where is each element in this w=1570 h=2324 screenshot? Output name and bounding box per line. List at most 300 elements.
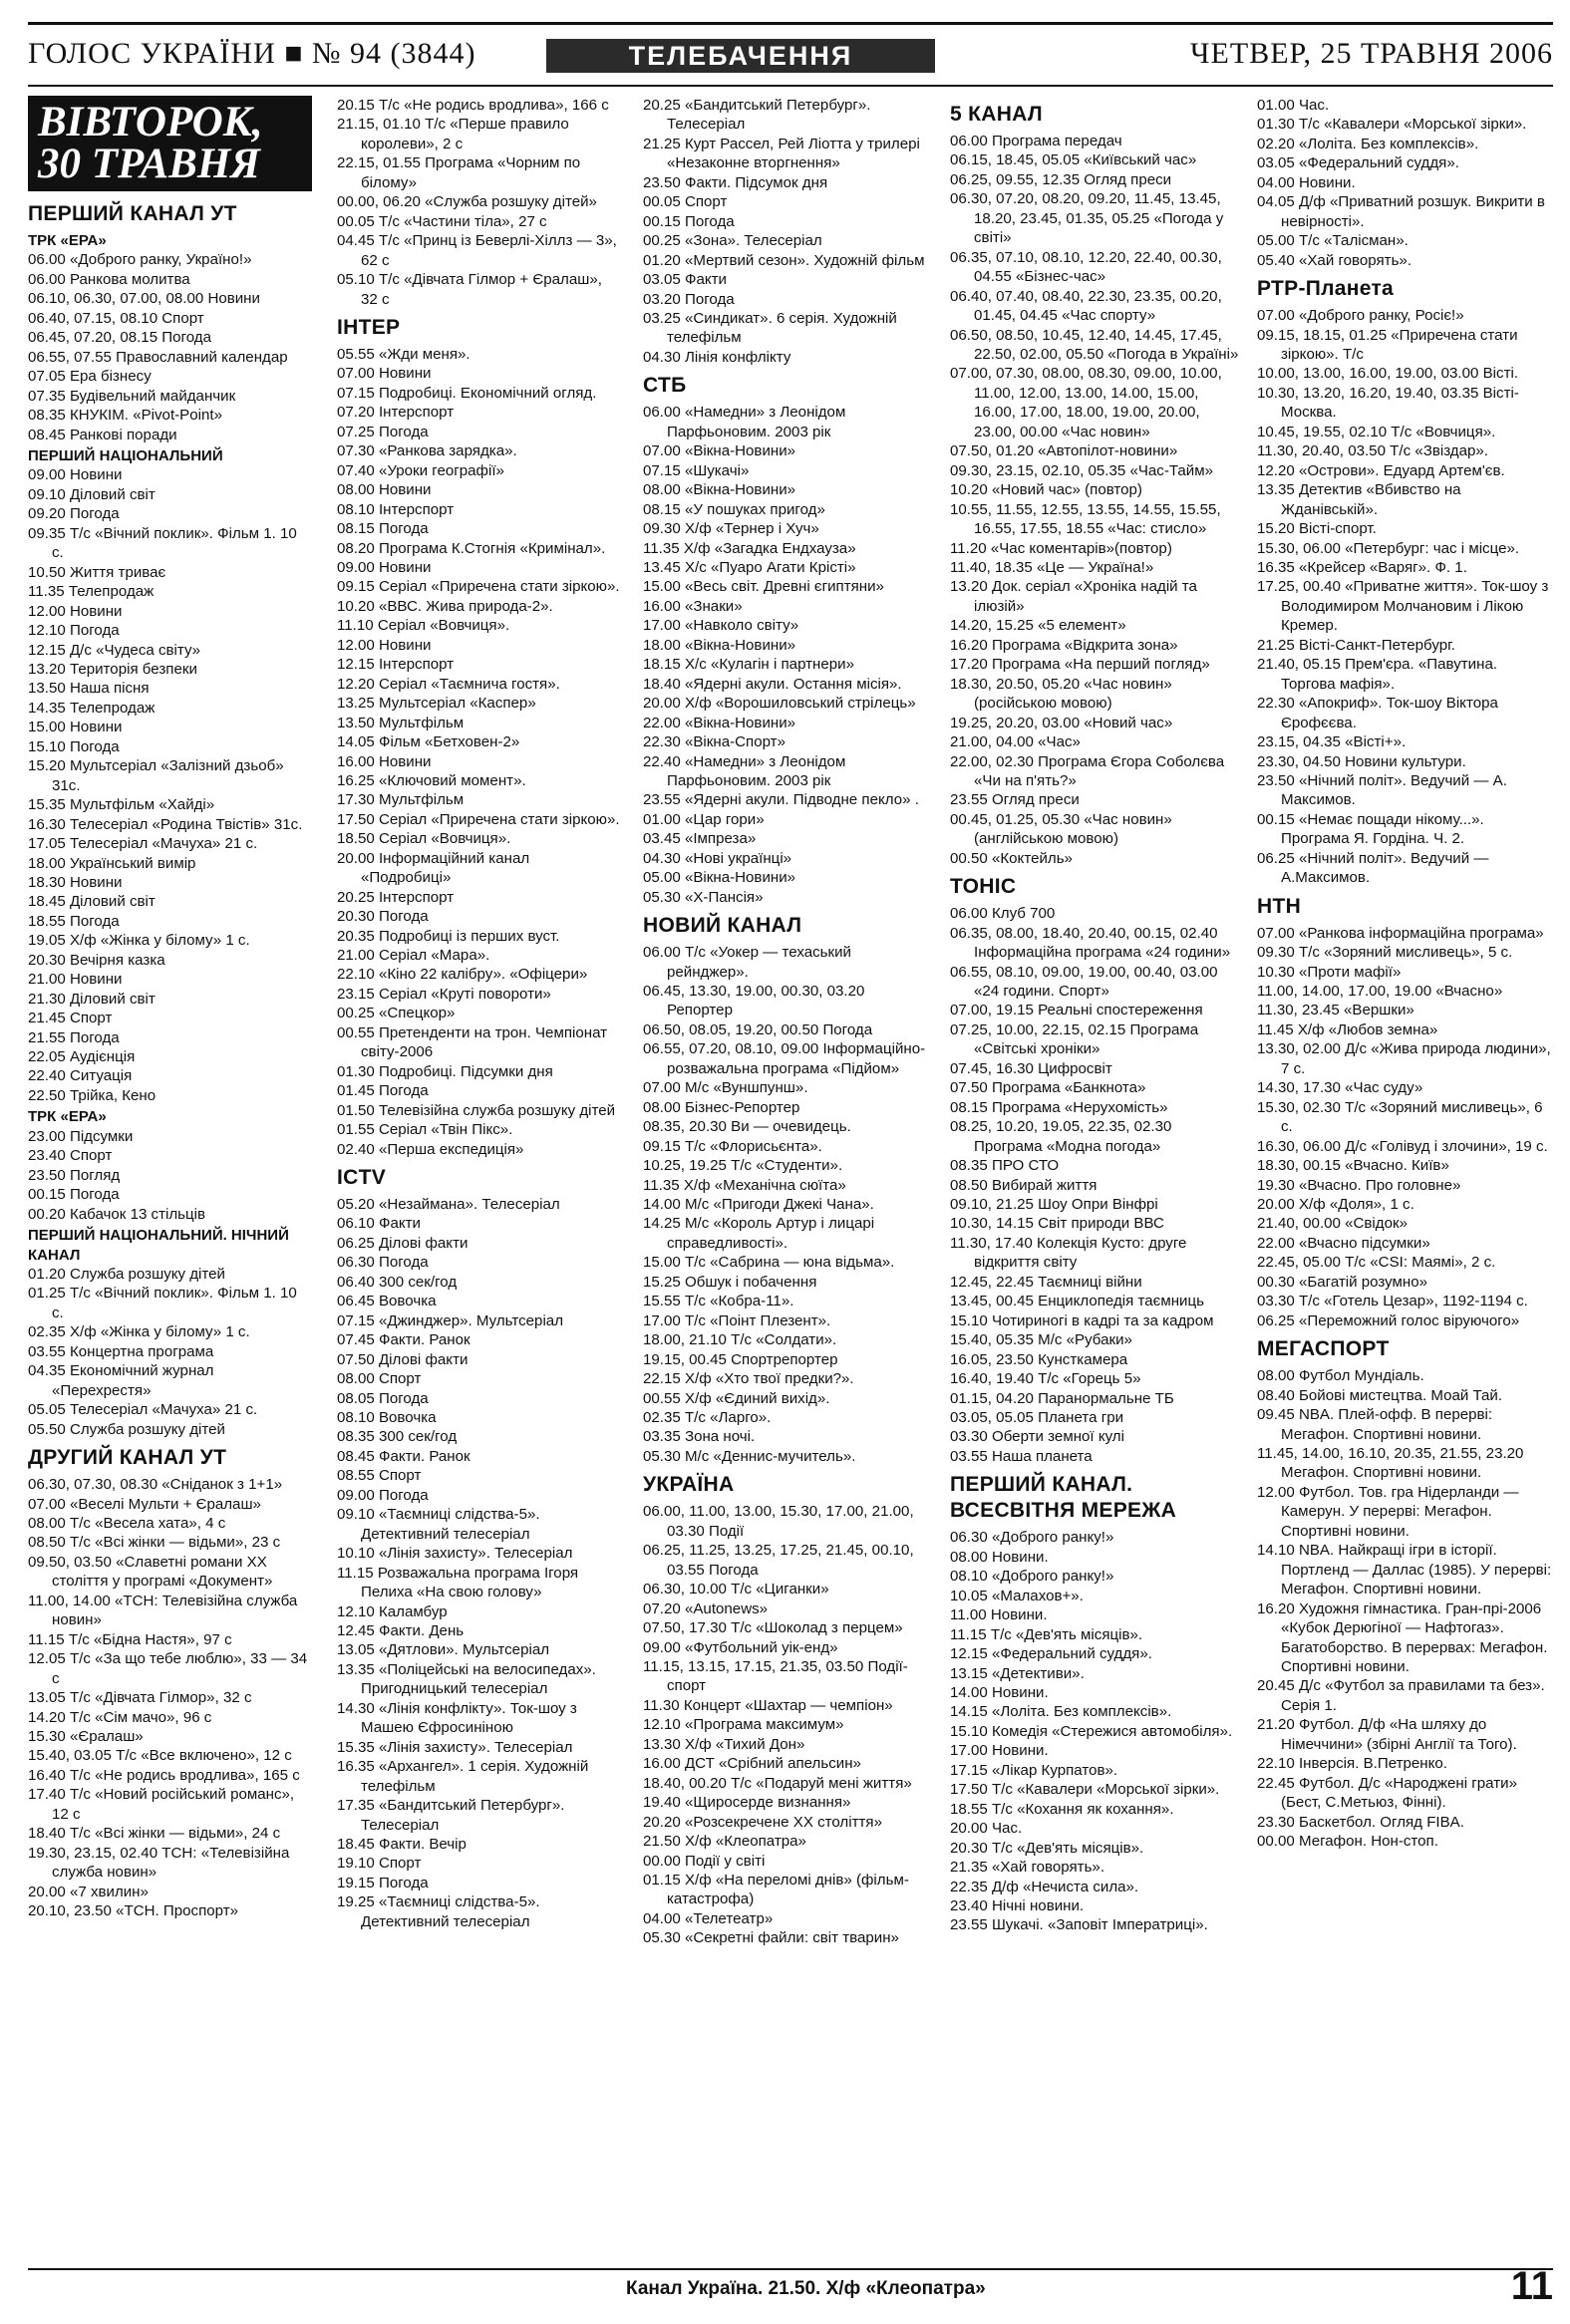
channel-subheading: ПЕРШИЙ НАЦІОНАЛЬНИЙ. НІЧНИЙ КАНАЛ bbox=[28, 1227, 289, 1264]
program-entry: 15.30, 02.30 Т/с «Зоряний мисливець», 6 с. bbox=[1257, 1098, 1543, 1136]
program-entry: 15.00 Новини bbox=[28, 719, 123, 736]
program-entry: 01.30 Т/с «Кавалери «Морської зірки». bbox=[1257, 116, 1527, 134]
program-entry: 15.25 Обшук і побачення bbox=[643, 1273, 817, 1291]
program-entry: 08.00 Новини bbox=[337, 481, 432, 499]
program-entry: 03.05 «Федеральний суддя». bbox=[1257, 154, 1459, 172]
program-entry: 03.55 Концертна програма bbox=[28, 1342, 214, 1360]
program-entry: 11.35 Х/ф «Загадка Ендхауза» bbox=[643, 539, 856, 557]
program-entry: 06.15, 18.45, 05.05 «Київський час» bbox=[950, 151, 1197, 169]
program-entry: 09.10, 21.25 Шоу Опри Вінфрі bbox=[950, 1196, 1158, 1214]
program-entry: 14.15 «Лоліта. Без комплексів». bbox=[950, 1703, 1172, 1721]
program-entry: 06.25, 09.55, 12.35 Огляд преси bbox=[950, 170, 1172, 188]
program-entry: 18.00 Український вимір bbox=[28, 854, 196, 872]
program-entry: 03.45 «Імпреза» bbox=[643, 830, 757, 848]
program-entry: 20.45 Д/с «Футбол за правилами та без». Серія 1. bbox=[1257, 1677, 1545, 1714]
program-entry: 07.40 «Уроки географії» bbox=[337, 461, 504, 479]
program-entry: 13.30, 02.00 Д/с «Жива природа людини», 7 с. bbox=[1257, 1040, 1551, 1077]
program-entry: 01.20 Служба розшуку дітей bbox=[28, 1266, 225, 1284]
program-entry: 07.00 «Вікна-Новини» bbox=[643, 442, 796, 460]
program-entry: 12.00 Новини bbox=[337, 636, 432, 654]
program-entry: 16.40 Т/с «Не родись вродлива», 165 с bbox=[28, 1766, 300, 1784]
program-entry: 08.15 Погода bbox=[337, 520, 429, 538]
program-entry: 15.40, 05.35 М/с «Рубаки» bbox=[950, 1331, 1132, 1349]
program-entry: 20.25 «Бандитський Петербург». Телесеріал bbox=[643, 97, 871, 134]
channel-heading: НТН bbox=[1257, 894, 1302, 918]
program-entry: 11.30, 23.45 «Вершки» bbox=[1257, 1002, 1414, 1019]
program-entry: 17.50 Серіал «Приречена стати зіркою». bbox=[337, 810, 620, 828]
program-entry: 17.05 Телесеріал «Мачуха» 21 с. bbox=[28, 835, 258, 853]
program-entry: 14.25 М/с «Король Артур і лицарі справедливості». bbox=[643, 1215, 875, 1252]
program-entry: 22.40 Ситуація bbox=[28, 1067, 133, 1085]
program-entry: 08.15 «У пошуках пригод» bbox=[643, 500, 825, 518]
program-entry: 07.05 Ера бізнесу bbox=[28, 368, 152, 386]
program-entry: 08.00 Спорт bbox=[337, 1370, 422, 1388]
program-entry: 23.15, 04.35 «Вісті+». bbox=[1257, 733, 1407, 751]
program-entry: 06.00 «Намедни» з Леонідом Парфьоновим. 2003 рік bbox=[643, 404, 846, 440]
program-entry: 10.30 «Проти мафії» bbox=[1257, 963, 1402, 981]
program-entry: 04.00 Новини. bbox=[1257, 173, 1356, 191]
program-entry: 10.20 «Новий час» (повтор) bbox=[950, 481, 1142, 499]
program-entry: 10.00, 13.00, 16.00, 19.00, 03.00 Вісті. bbox=[1257, 365, 1519, 383]
program-entry: 06.00 «Доброго ранку, Україно!» bbox=[28, 251, 252, 269]
program-entry: 14.00 М/с «Пригоди Джекі Чана». bbox=[643, 1196, 874, 1214]
program-entry: 06.25 «Нічний політ». Ведучий — А.Максимов. bbox=[1257, 849, 1489, 887]
program-entry: 16.35 «Крейсер «Варяг». Ф. 1. bbox=[1257, 558, 1467, 576]
program-entry: 00.25 «Спецкор» bbox=[337, 1005, 456, 1022]
program-entry: 09.15 Серіал «Приречена стати зіркою». bbox=[337, 578, 620, 596]
program-entry: 03.30 Т/с «Готель Цезар», 1192-1194 с. bbox=[1257, 1293, 1528, 1310]
program-entry: 16.00 «Знаки» bbox=[643, 597, 743, 615]
page-header bbox=[28, 22, 1553, 87]
channel-heading: ІНТЕР bbox=[337, 315, 401, 339]
program-entry: 15.40, 03.05 Т/с «Все включено», 12 с bbox=[28, 1747, 292, 1765]
program-entry: 22.10 «Кіно 22 калібру». «Офіцери» bbox=[337, 966, 588, 984]
program-entry: 00.00 Мегафон. Нон-стоп. bbox=[1257, 1833, 1438, 1851]
program-entry: 11.40, 18.35 «Це — Україна!» bbox=[950, 558, 1154, 576]
program-entry: 23.50 «Нічний політ». Ведучий — А. Максимов. bbox=[1257, 771, 1507, 809]
program-entry: 21.50 Х/ф «Клеопатра» bbox=[643, 1833, 806, 1851]
channel-heading: ДРУГИЙ КАНАЛ УТ bbox=[28, 1446, 227, 1470]
program-entry: 08.35 ПРО СТО bbox=[950, 1157, 1060, 1175]
program-entry: 12.10 Каламбур bbox=[337, 1602, 448, 1620]
program-entry: 08.00 Новини. bbox=[950, 1548, 1049, 1566]
program-entry: 18.00, 21.10 Т/с «Солдати». bbox=[643, 1331, 837, 1349]
program-entry: 23.30, 04.50 Новини культури. bbox=[1257, 752, 1466, 770]
program-entry: 17.40 Т/с «Новий російський романс», 12 с bbox=[28, 1786, 295, 1823]
program-entry: 06.50, 08.50, 10.45, 12.40, 14.45, 17.45, 22.50, 02.00, 05.50 «Погода в Україні» bbox=[950, 326, 1239, 363]
program-entry: 23.40 Нічні новини. bbox=[950, 1896, 1085, 1914]
channel-heading: МЕГАСПОРТ bbox=[1257, 1337, 1390, 1361]
program-entry: 03.05, 05.05 Планета гри bbox=[950, 1409, 1124, 1426]
program-entry: 15.55 Т/с «Кобра-11». bbox=[643, 1293, 794, 1310]
program-entry: 01.30 Подробиці. Підсумки дня bbox=[337, 1062, 553, 1080]
program-entry: 14.35 Телепродаж bbox=[28, 699, 156, 717]
program-entry: 09.20 Погода bbox=[28, 505, 120, 523]
program-entry: 13.15 «Детективи». bbox=[950, 1664, 1085, 1682]
program-entry: 02.35 Х/ф «Жінка у білому» 1 с. bbox=[28, 1323, 250, 1341]
program-entry: 11.35 Телепродаж bbox=[28, 583, 155, 601]
program-entry: 17.35 «Бандитський Петербург». Телесеріал bbox=[337, 1797, 565, 1834]
program-entry: 03.30 Оберти земної кулі bbox=[950, 1428, 1124, 1446]
program-entry: 19.40 «Щиросерде визнання» bbox=[643, 1794, 851, 1812]
program-entry: 00.25 «Зона». Телесеріал bbox=[643, 232, 822, 250]
program-entry: 11.15, 13.15, 17.15, 21.35, 03.50 Події-спорт bbox=[643, 1657, 908, 1695]
program-entry: 23.50 Погляд bbox=[28, 1166, 121, 1184]
program-entry: 22.50 Трійка, Кено bbox=[28, 1086, 157, 1104]
program-entry: 02.20 «Лоліта. Без комплексів». bbox=[1257, 135, 1479, 152]
program-entry: 15.35 Мультфільм «Хайді» bbox=[28, 796, 215, 814]
program-entry: 13.30 Х/ф «Тихий Дон» bbox=[643, 1735, 805, 1753]
program-entry: 05.30 М/с «Деннис-мучитель». bbox=[643, 1447, 856, 1465]
schedule-column-4 bbox=[950, 96, 1239, 2248]
channel-subheading: ТРК «ЕРА» bbox=[28, 1108, 107, 1126]
program-entry: 22.15 Х/ф «Хто твої предки?». bbox=[643, 1370, 854, 1388]
channel-subheading: ПЕРШИЙ НАЦІОНАЛЬНИЙ bbox=[28, 446, 223, 464]
program-entry: 18.40 «Ядерні акули. Остання місія». bbox=[643, 675, 902, 693]
program-entry: 06.35, 07.10, 08.10, 12.20, 22.40, 00.30, 04.55 «Бізнес-час» bbox=[950, 248, 1222, 286]
program-entry: 08.55 Спорт bbox=[337, 1467, 422, 1485]
program-entry: 20.30 Т/с «Дев'ять місяців». bbox=[950, 1839, 1144, 1857]
program-entry: 21.25 Курт Рассел, Рей Ліотта у трилері «Незаконне вторгнення» bbox=[643, 135, 920, 172]
program-entry: 06.30, 10.00 Т/с «Циганки» bbox=[643, 1581, 829, 1598]
program-entry: 00.00, 06.20 «Служба розшуку дітей» bbox=[337, 193, 597, 211]
program-entry: 08.50 Вибирай життя bbox=[950, 1176, 1098, 1194]
program-entry: 00.05 Т/с «Частини тіла», 27 с bbox=[337, 212, 547, 230]
program-entry: 11.15 Т/с «Дев'ять місяців». bbox=[950, 1625, 1143, 1643]
program-entry: 11.45, 14.00, 16.10, 20.35, 21.55, 23.20 Мегафон. Спортивні новини. bbox=[1257, 1445, 1524, 1482]
program-entry: 21.55 Погода bbox=[28, 1028, 120, 1046]
program-entry: 07.50, 17.30 Т/с «Шоколад з перцем» bbox=[643, 1619, 903, 1637]
program-entry: 09.30, 23.15, 02.10, 05.35 «Час-Тайм» bbox=[950, 461, 1214, 479]
program-entry: 08.35 300 сек/год bbox=[337, 1428, 458, 1446]
program-entry: 06.35, 08.00, 18.40, 20.40, 00.15, 02.40 Інформаційна програма «24 години» bbox=[950, 924, 1231, 962]
program-entry: 07.25, 10.00, 22.15, 02.15 Програма «Світські хроніки» bbox=[950, 1020, 1199, 1058]
program-entry: 14.00 Новини. bbox=[950, 1683, 1049, 1701]
program-entry: 19.10 Спорт bbox=[337, 1855, 422, 1873]
program-entry: 04.30 Лінія конфлікту bbox=[643, 348, 791, 366]
program-entry: 09.50, 03.50 «Славетні романи XX століття у програмі «Документ» bbox=[28, 1553, 273, 1591]
program-entry: 17.15 «Лікар Курпатов». bbox=[950, 1761, 1118, 1779]
program-entry: 10.30, 14.15 Світ природи ВВС bbox=[950, 1215, 1164, 1233]
program-entry: 20.35 Подробиці із перших вуст. bbox=[337, 927, 560, 945]
program-entry: 12.10 «Програма максимум» bbox=[643, 1716, 844, 1734]
program-entry: 08.40 Бойові мистецтва. Моай Тай. bbox=[1257, 1386, 1503, 1404]
program-entry: 06.00 Клуб 700 bbox=[950, 905, 1056, 923]
program-entry: 22.00, 02.30 Програма Єгора Соболєва «Чи на п'ять?» bbox=[950, 752, 1225, 789]
program-entry: 18.45 Факти. Вечір bbox=[337, 1835, 467, 1853]
program-entry: 13.05 «Дятлови». Мультсеріал bbox=[337, 1641, 550, 1659]
program-entry: 15.00 Т/с «Сабрина — юна відьма». bbox=[643, 1254, 895, 1272]
program-entry: 07.35 Будівельний майданчик bbox=[28, 387, 236, 405]
program-entry: 18.50 Серіал «Вовчиця». bbox=[337, 830, 511, 848]
program-entry: 01.15 Х/ф «На переломі днів» (фільм-катастрофа) bbox=[643, 1871, 909, 1908]
program-entry: 18.15 Х/с «Кулагін і партнери» bbox=[643, 656, 854, 674]
program-entry: 08.20 Програма К.Стогнія «Кримінал». bbox=[337, 539, 606, 557]
schedule-column-5 bbox=[1257, 96, 1553, 2248]
program-entry: 15.35 «Лінія захисту». Телесеріал bbox=[337, 1738, 573, 1756]
program-entry: 06.25 Ділові факти bbox=[337, 1234, 469, 1252]
program-entry: 10.50 Життя триває bbox=[28, 563, 166, 581]
program-entry: 20.30 Вечірня казка bbox=[28, 951, 165, 969]
program-entry: 05.10 Т/с «Дівчата Гілмор + Єралаш», 32 с bbox=[337, 271, 602, 308]
program-entry: 16.35 «Архангел». 1 серія. Художній телефільм bbox=[337, 1758, 589, 1795]
program-entry: 09.00 Новини bbox=[28, 466, 123, 484]
program-entry: 07.00 М/с «Вуншпунш». bbox=[643, 1079, 808, 1097]
program-entry: 08.10 Вовочка bbox=[337, 1409, 437, 1426]
program-entry: 11.35 Х/ф «Механічна сюїта» bbox=[643, 1176, 846, 1194]
program-entry: 07.50 Ділові факти bbox=[337, 1350, 469, 1368]
program-entry: 13.25 Мультсеріал «Каспер» bbox=[337, 695, 536, 713]
program-entry: 12.00 Новини bbox=[28, 602, 123, 620]
program-entry: 21.25 Вісті-Санкт-Петербург. bbox=[1257, 636, 1455, 654]
program-entry: 01.45 Погода bbox=[337, 1082, 429, 1100]
program-entry: 07.30 «Ранкова зарядка». bbox=[337, 442, 517, 460]
program-entry: 11.30, 17.40 Колекція Кусто: друге відкриття світу bbox=[950, 1234, 1187, 1272]
program-entry: 09.00 «Футбольний уік-енд» bbox=[643, 1638, 838, 1656]
program-entry: 05.30 «Х-Пансія» bbox=[643, 888, 764, 906]
program-entry: 08.50 Т/с «Всі жінки — відьми», 23 с bbox=[28, 1534, 281, 1552]
program-entry: 03.05 Факти bbox=[643, 271, 727, 289]
program-entry: 11.30 Концерт «Шахтар — чемпіон» bbox=[643, 1696, 893, 1714]
program-entry: 14.30 «Лінія конфлікту». Ток-шоу з Машею Єфросиніною bbox=[337, 1699, 577, 1737]
program-entry: 19.30 «Вчасно. Про головне» bbox=[1257, 1176, 1461, 1194]
program-entry: 02.40 «Перша експедиція» bbox=[337, 1140, 524, 1158]
program-entry: 18.55 Т/с «Кохання як кохання». bbox=[950, 1800, 1174, 1818]
program-entry: 07.15 Подробиці. Економічний огляд. bbox=[337, 384, 597, 402]
program-entry: 13.50 Мультфільм bbox=[337, 714, 465, 731]
program-entry: 06.45, 13.30, 19.00, 00.30, 03.20 Репортер bbox=[643, 983, 865, 1019]
program-entry: 15.30, 06.00 «Петербург: час і місце». bbox=[1257, 539, 1520, 557]
program-entry: 22.40 «Намедни» з Леонідом Парфьоновим. 2003 рік bbox=[643, 752, 846, 789]
program-entry: 09.15, 18.15, 01.25 «Приречена стати зіркою». Т/с bbox=[1257, 326, 1518, 363]
program-entry: 19.25, 20.20, 03.00 «Новий час» bbox=[950, 714, 1173, 731]
program-entry: 00.15 Погода bbox=[643, 212, 735, 230]
program-entry: 08.05 Погода bbox=[337, 1389, 429, 1407]
program-entry: 07.00, 19.15 Реальні спостереження bbox=[950, 1002, 1203, 1019]
program-entry: 18.55 Погода bbox=[28, 912, 120, 930]
program-entry: 17.00 Новини. bbox=[950, 1742, 1049, 1760]
program-entry: 06.25, 11.25, 13.25, 17.25, 21.45, 00.10, 03.55 Погода bbox=[643, 1542, 914, 1579]
program-entry: 03.35 Зона ночі. bbox=[643, 1428, 756, 1446]
program-entry: 04.00 «Телетеатр» bbox=[643, 1909, 774, 1927]
program-entry: 17.25, 00.40 «Приватне життя». Ток-шоу з Володимиром Молчановим і Лікою Кремер. bbox=[1257, 578, 1549, 635]
program-entry: 11.15 Т/с «Бідна Настя», 97 с bbox=[28, 1630, 232, 1648]
program-entry: 07.00, 07.30, 08.00, 08.30, 09.00, 10.00, 11.00, 12.00, 13.00, 14.00, 15.00, 16.00, 17.00, 18.00, 19.00, 20.00, 23.00, 00.00 «Час новин» bbox=[950, 365, 1222, 440]
program-entry: 18.40, 00.20 Т/с «Подаруй мені життя» bbox=[643, 1774, 912, 1792]
program-entry: 05.50 Служба розшуку дітей bbox=[28, 1420, 225, 1438]
program-entry: 05.00 «Вікна-Новини» bbox=[643, 869, 796, 887]
program-entry: 06.45, 07.20, 08.15 Погода bbox=[28, 329, 211, 347]
program-entry: 07.15 «Джинджер». Мультсеріал bbox=[337, 1311, 564, 1329]
schedule-column-2 bbox=[337, 96, 621, 2248]
program-entry: 09.15 Т/с «Флорисьєнта». bbox=[643, 1137, 822, 1155]
program-entry: 19.05 Х/ф «Жінка у білому» 1 с. bbox=[28, 932, 250, 950]
program-entry: 13.05 Т/с «Дівчата Гілмор», 32 с bbox=[28, 1689, 252, 1707]
program-entry: 23.00 Підсумки bbox=[28, 1127, 134, 1145]
program-entry: 01.50 Телевізійна служба розшуку дітей bbox=[337, 1101, 616, 1119]
program-entry: 07.45 Факти. Ранок bbox=[337, 1331, 471, 1349]
program-entry: 08.00 «Вікна-Новини» bbox=[643, 481, 796, 499]
program-entry: 05.05 Телесеріал «Мачуха» 21 с. bbox=[28, 1401, 258, 1419]
program-entry: 10.10 «Лінія захисту». Телесеріал bbox=[337, 1545, 573, 1563]
program-entry: 05.20 «Незаймана». Телесеріал bbox=[337, 1196, 560, 1214]
program-entry: 23.30 Баскетбол. Огляд FIBA. bbox=[1257, 1813, 1464, 1831]
program-entry: 06.30 Погода bbox=[337, 1254, 429, 1272]
program-entry: 21.00 Новини bbox=[28, 971, 123, 989]
program-entry: 22.35 Д/ф «Нечиста сила». bbox=[950, 1878, 1139, 1895]
program-entry: 05.40 «Хай говорять». bbox=[1257, 251, 1413, 269]
program-entry: 10.55, 11.55, 12.55, 13.55, 14.55, 15.55, 16.55, 17.55, 18.55 «Час: стисло» bbox=[950, 500, 1221, 538]
program-entry: 13.45, 00.45 Енциклопедія таємниць bbox=[950, 1293, 1205, 1310]
program-entry: 06.30, 07.30, 08.30 «Сніданок з 1+1» bbox=[28, 1476, 283, 1494]
program-entry: 06.10, 06.30, 07.00, 08.00 Новини bbox=[28, 290, 260, 308]
program-entry: 00.15 Погода bbox=[28, 1186, 120, 1204]
program-entry: 06.30 «Доброго ранку!» bbox=[950, 1529, 1114, 1547]
channel-heading: УКРАЇНА bbox=[643, 1473, 735, 1497]
program-entry: 10.20 «ВВС. Жива природа-2». bbox=[337, 597, 553, 615]
program-entry: 11.20 «Час коментарів»(повтор) bbox=[950, 539, 1172, 557]
channel-heading: ПЕРШИЙ КАНАЛ. ВСЕСВІТНЯ МЕРЕЖА bbox=[950, 1473, 1177, 1523]
program-entry: 20.00 Інформаційний канал «Подробиці» bbox=[337, 849, 530, 887]
program-entry: 00.00 Події у світі bbox=[643, 1852, 766, 1870]
program-entry: 11.45 Х/ф «Любов земна» bbox=[1257, 1020, 1438, 1038]
program-entry: 16.25 «Ключовий момент». bbox=[337, 771, 526, 789]
program-entry: 09.10 «Таємниці слідства-5». Детективний телесеріал bbox=[337, 1506, 540, 1543]
program-entry: 09.00 Погода bbox=[337, 1486, 429, 1504]
program-entry: 21.20 Футбол. Д/ф «На шляху до Німеччини» (збірні Англії та Того). bbox=[1257, 1716, 1517, 1753]
program-entry: 09.30 Т/с «Зоряний мисливець», 5 с. bbox=[1257, 944, 1513, 962]
program-entry: 12.10 Погода bbox=[28, 622, 120, 640]
program-entry: 04.30 «Нові українці» bbox=[643, 849, 792, 867]
issue-date: ЧЕТВЕР, 25 ТРАВНЯ 2006 bbox=[1190, 37, 1553, 70]
program-entry: 20.25 Інтерспорт bbox=[337, 888, 455, 906]
program-entry: 14.20 Т/с «Сім мачо», 96 с bbox=[28, 1708, 212, 1726]
program-entry: 06.00 Програма передач bbox=[950, 133, 1122, 149]
program-entry: 15.30 «Єралаш» bbox=[28, 1727, 144, 1745]
program-entry: 18.30, 00.15 «Вчасно. Київ» bbox=[1257, 1157, 1449, 1175]
program-entry: 17.00 Т/с «Поінт Плезент». bbox=[643, 1311, 831, 1329]
program-entry: 04.05 Д/ф «Приватний розшук. Викрити в невірності». bbox=[1257, 193, 1545, 230]
program-entry: 20.00 Х/ф «Доля», 1 с. bbox=[1257, 1196, 1414, 1214]
program-entry: 14.30, 17.30 «Час суду» bbox=[1257, 1079, 1423, 1097]
program-entry: 21.00, 04.00 «Час» bbox=[950, 733, 1081, 751]
program-entry: 01.20 «Мертвий сезон». Художній фільм bbox=[643, 251, 925, 269]
program-entry: 22.45 Футбол. Д/с «Народжені грати» (Бест, С.Метьюз, Фінні). bbox=[1257, 1774, 1517, 1812]
program-entry: 06.55, 07.55 Православний календар bbox=[28, 348, 288, 366]
program-entry: 14.10 NBA. Найкращі ігри в історії. Портленд — Даллас (1985). У перерві: Мегафон. Спортивні новини. bbox=[1257, 1542, 1552, 1598]
section-title: ТЕЛЕБАЧЕННЯ bbox=[546, 39, 935, 73]
footer-promo: Канал Україна. 21.50. Х/ф «Клеопатра» bbox=[626, 2278, 986, 2299]
schedule-column-3 bbox=[643, 96, 932, 2248]
program-entry: 08.10 Інтерспорт bbox=[337, 500, 455, 518]
program-entry: 13.35 «Поліцейські на велосипедах». Пригодницький телесеріал bbox=[337, 1660, 596, 1698]
program-entry: 09.30 Х/ф «Тернер і Хуч» bbox=[643, 520, 819, 538]
program-entry: 16.05, 23.50 Кунсткамера bbox=[950, 1350, 1128, 1368]
program-entry: 12.05 Т/с «За що тебе люблю», 33 — 34 с bbox=[28, 1650, 308, 1687]
program-entry: 14.20, 15.25 «5 елемент» bbox=[950, 617, 1126, 635]
program-entry: 01.55 Серіал «Твін Пікс». bbox=[337, 1121, 513, 1139]
program-entry: 08.00 Т/с «Весела хата», 4 с bbox=[28, 1515, 226, 1532]
day-heading: ВІВТОРОК, 30 ТРАВНЯ bbox=[28, 96, 312, 191]
program-entry: 09.45 NBA. Плей-офф. В перерві: Мегафон. Спортивні новини. bbox=[1257, 1406, 1493, 1443]
program-entry: 07.50 Програма «Банкнота» bbox=[950, 1079, 1146, 1097]
channel-heading: ТОНІС bbox=[950, 875, 1017, 899]
program-entry: 08.10 «Доброго ранку!» bbox=[950, 1568, 1114, 1586]
program-entry: 12.15 Інтерспорт bbox=[337, 656, 455, 674]
program-entry: 13.35 Детектив «Вбивство на Жданівській». bbox=[1257, 481, 1461, 518]
program-entry: 20.00 «7 хвилин» bbox=[28, 1883, 149, 1900]
channel-heading: НОВИЙ КАНАЛ bbox=[643, 914, 802, 938]
program-entry: 09.10 Діловий світ bbox=[28, 485, 156, 503]
program-entry: 09.35 Т/с «Вічний поклик». Фільм 1. 10 с. bbox=[28, 524, 297, 562]
program-entry: 06.00 Т/с «Уокер — техаський рейнджер». bbox=[643, 944, 851, 981]
program-entry: 11.10 Серіал «Вовчиця». bbox=[337, 617, 510, 635]
program-entry: 01.15, 04.20 Паранормальне ТБ bbox=[950, 1389, 1174, 1407]
program-entry: 08.45 Ранкові поради bbox=[28, 426, 177, 443]
channel-subheading: ТРК «ЕРА» bbox=[28, 232, 107, 249]
program-entry: 00.50 «Коктейль» bbox=[950, 849, 1073, 867]
program-entry: 07.00 «Веселі Мульти + Єралаш» bbox=[28, 1495, 261, 1513]
program-entry: 07.00 «Доброго ранку, Росіє!» bbox=[1257, 307, 1464, 325]
channel-heading: СТБ bbox=[643, 374, 687, 398]
program-entry: 00.55 Х/ф «Єдиний вихід». bbox=[643, 1389, 830, 1407]
program-entry: 07.50, 01.20 «Автопілот-новини» bbox=[950, 442, 1178, 460]
page-footer bbox=[28, 2264, 1553, 2308]
program-entry: 21.00 Серіал «Мара». bbox=[337, 947, 490, 965]
program-entry: 21.35 «Хай говорять». bbox=[950, 1859, 1105, 1877]
program-entry: 21.45 Спорт bbox=[28, 1010, 113, 1027]
program-entry: 19.25 «Таємниці слідства-5». Детективний телесеріал bbox=[337, 1893, 540, 1930]
program-entry: 22.15, 01.55 Програма «Чорним по білому» bbox=[337, 154, 581, 191]
program-entry: 11.00, 14.00 «ТСН: Телевізійна служба новин» bbox=[28, 1592, 298, 1629]
program-entry: 23.55 «Ядерні акули. Підводне пекло» . bbox=[643, 791, 919, 809]
program-entry: 00.20 Кабачок 13 стільців bbox=[28, 1205, 206, 1223]
program-entry: 06.30, 07.20, 08.20, 09.20, 11.45, 13.45, 18.20, 23.45, 01.35, 05.25 «Погода у світі» bbox=[950, 190, 1224, 247]
program-entry: 11.15 Розважальна програма Ігоря Пелиха «На свою голову» bbox=[337, 1564, 579, 1601]
program-entry: 08.25, 10.20, 19.05, 22.35, 02.30 Програма «Модна погода» bbox=[950, 1118, 1172, 1155]
program-entry: 18.40 Т/с «Всі жінки — відьми», 24 с bbox=[28, 1825, 281, 1843]
program-entry: 21.30 Діловий світ bbox=[28, 990, 156, 1008]
program-entry: 00.30 «Багатій розумно» bbox=[1257, 1273, 1428, 1291]
program-entry: 23.55 Огляд преси bbox=[950, 791, 1080, 809]
program-entry: 08.35, 20.30 Ви — очевидець. bbox=[643, 1118, 851, 1136]
program-entry: 12.15 Д/с «Чудеса світу» bbox=[28, 641, 201, 659]
program-entry: 11.00, 14.00, 17.00, 19.00 «Вчасно» bbox=[1257, 983, 1503, 1001]
program-entry: 06.40, 07.15, 08.10 Спорт bbox=[28, 309, 204, 327]
program-entry: 06.45 Вовочка bbox=[337, 1293, 437, 1310]
program-entry: 21.40, 05.15 Прем'єра. «Павутина. Торгова мафія». bbox=[1257, 656, 1498, 693]
program-entry: 22.30 «Апокриф». Ток-шоу Віктора Єрофєєва. bbox=[1257, 695, 1498, 731]
program-entry: 00.55 Претенденти на трон. Чемпіонат світу-2006 bbox=[337, 1023, 608, 1061]
program-entry: 13.45 Х/с «Пуаро Агати Крісті» bbox=[643, 558, 856, 576]
program-entry: 16.40, 19.40 Т/с «Горець 5» bbox=[950, 1370, 1141, 1388]
program-entry: 00.45, 01.25, 05.30 «Час новин» (англійською мовою) bbox=[950, 810, 1172, 848]
program-entry: 23.15 Серіал «Круті повороти» bbox=[337, 985, 551, 1003]
program-entry: 15.00 «Весь світ. Древні єгиптяни» bbox=[643, 578, 884, 596]
program-entry: 20.15 Т/с «Не родись вродлива», 166 с bbox=[337, 97, 609, 114]
program-entry: 18.30, 20.50, 05.20 «Час новин» (російською мовою) bbox=[950, 675, 1172, 713]
program-entry: 22.00 «Вчасно підсумки» bbox=[1257, 1234, 1430, 1252]
program-entry: 22.45, 05.00 Т/с «CSI: Маямі», 2 с. bbox=[1257, 1254, 1496, 1272]
program-entry: 10.45, 19.55, 02.10 Т/с «Вовчиця». bbox=[1257, 423, 1496, 440]
channel-heading: 5 КАНАЛ bbox=[950, 103, 1043, 126]
program-entry: 19.30, 23.15, 02.40 ТСН: «Телевізійна служба новин» bbox=[28, 1844, 290, 1882]
program-entry: 16.20 Художня гімнастика. Гран-прі-2006 «Кубок Дерюгіної — Нафтогаз». Багатоборство. В перервах: Мегафон. Спортивні новини. bbox=[1257, 1599, 1548, 1675]
program-entry: 19.15, 00.45 Спортрепортер bbox=[643, 1350, 838, 1368]
program-entry: 19.15 Погода bbox=[337, 1874, 429, 1891]
program-entry: 01.00 Час. bbox=[1257, 97, 1330, 114]
program-entry: 07.15 «Шукачі» bbox=[643, 461, 750, 479]
